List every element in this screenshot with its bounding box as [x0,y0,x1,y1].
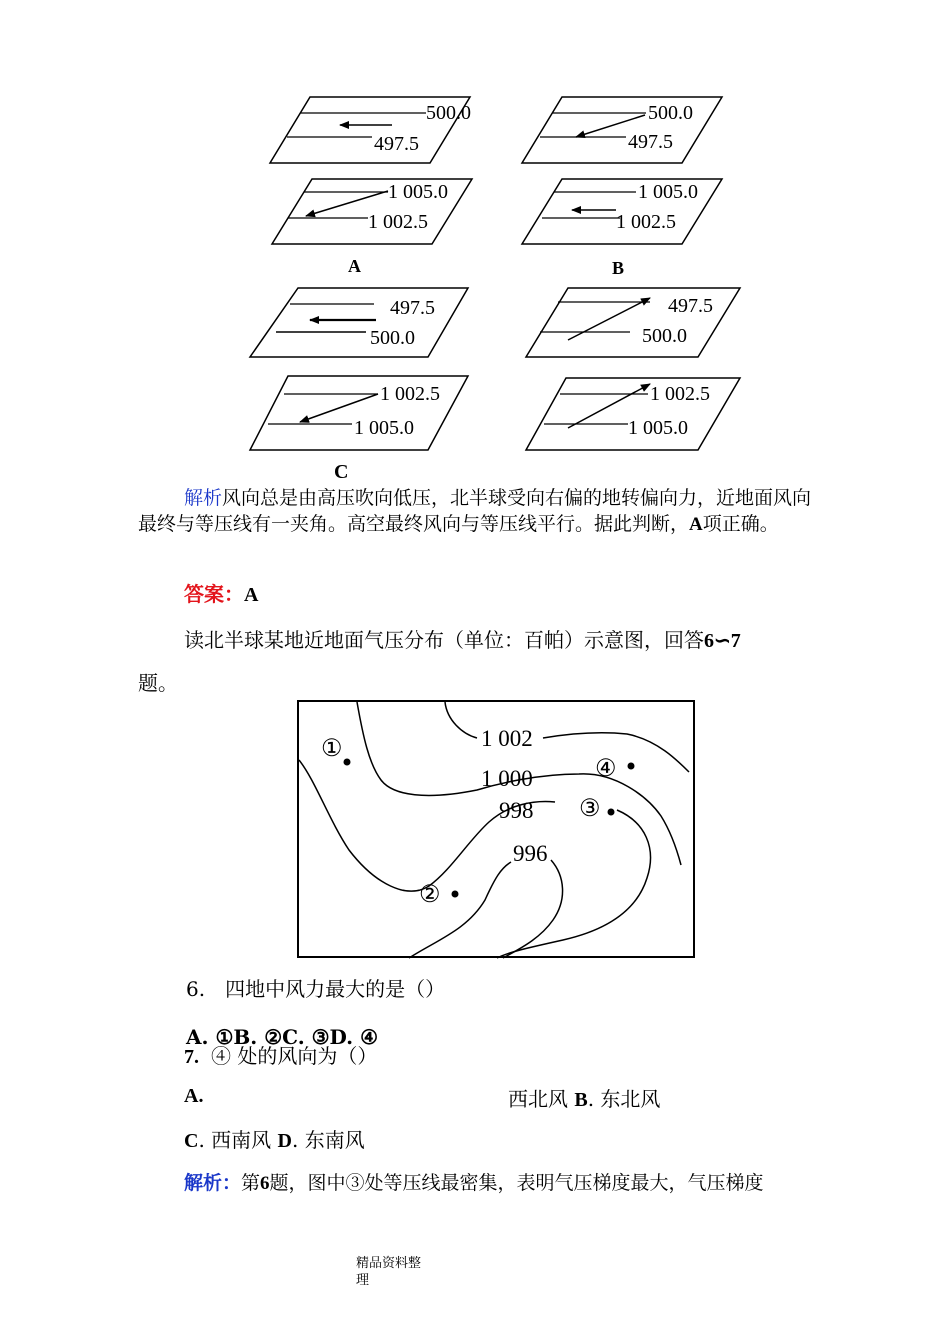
panel-a [270,97,472,276]
isobar-label-996: 996 [513,841,548,866]
panel-d-lower-low: 1 002.5 [650,383,710,405]
panel-d [526,288,740,450]
footer-line-2: 理 [356,1273,370,1288]
analysis-text: 风向总是由高压吹向低压，北半球受向右偏的地转偏向力，近地面风向最终与等压线有一夹角。高空最终风向与等压线平行。据此判断， [138,487,812,535]
isobar-map [297,700,697,960]
answer-line [184,578,258,607]
page-footer [356,1255,436,1289]
option-c-text: . 西南风 [198,1128,272,1152]
intro-tail: 题。 [138,671,178,695]
question-7-number: 7. [184,1046,199,1068]
point-2-dot [452,891,459,898]
footer-line-1: 精品资料整 [356,1256,422,1271]
panel-a-lower-high: 1 005.0 [388,181,448,203]
answer-label: 答案： [184,582,244,606]
isobar-label-1000: 1 000 [481,766,533,791]
point-4-dot [628,763,635,770]
wind-direction-figure [240,88,760,483]
option-d-label: D [277,1130,292,1152]
option-b-text: . 东北风 [587,1087,661,1111]
option-b-label: B [574,1089,588,1111]
question-7-option-a-label: A. [184,1085,204,1107]
point-2-label: ② [419,882,441,908]
question-6-text: 6. 四地中风力最大的是（） [186,977,446,1001]
panel-c-upper-high: 500.0 [370,327,415,349]
panel-b-upper-low: 497.5 [628,131,673,153]
panel-c-lower-low: 1 002.5 [380,383,440,405]
point-1-label: ① [321,736,343,762]
question-6 [186,976,446,1001]
panel-d-upper-low: 497.5 [668,295,713,317]
panel-c-label: C [334,461,349,483]
analysis-2-text: 题，图中③处等压线最密集，表明气压梯度最大，气压梯度 [269,1172,764,1194]
intro-range: 6∽7 [704,630,741,652]
intro-text: 读北半球某地近地面气压分布（单位：百帕）示意图，回答 [184,628,704,652]
question-7-options-ab [508,1083,660,1112]
panel-b-label: B [612,258,625,278]
point-3-dot [608,809,615,816]
option-d-text: . 东南风 [291,1128,365,1152]
analysis-2-number: 6 [260,1173,270,1194]
isobar-label-998: 998 [499,798,534,823]
analysis-paragraph-1 [138,485,828,538]
isobar-label-1002: 1 002 [481,726,533,751]
analysis-paragraph-2 [184,1168,764,1195]
analysis-text-end: 项正确。 [702,513,779,535]
panel-c [250,288,468,483]
answer-value: A [244,584,259,606]
panel-a-lower-low: 1 002.5 [368,211,428,233]
panel-b-upper-high: 500.0 [648,102,693,124]
analysis-tag: 解析 [184,487,223,509]
question-6-options-text: A. ①B. ②C. ③D. ④ [186,1025,379,1049]
panel-d-upper-high: 500.0 [642,325,687,347]
panel-a-upper-high: 500.0 [426,102,471,124]
analysis-answer-letter: A [689,514,703,535]
panel-b [522,97,722,278]
option-c-label: C [184,1130,199,1152]
option-a-text: 西北风 [508,1087,568,1111]
point-3-label: ③ [579,796,601,822]
question-6-options [186,1024,379,1049]
panel-c-upper-low: 497.5 [390,297,435,319]
point-1-dot [344,759,351,766]
question-7-text: ④ 处的风向为（） [211,1044,378,1068]
question-intro [138,619,828,704]
question-7 [184,1040,377,1069]
analysis-2-pre: 第 [241,1172,261,1194]
panel-b-lower-high: 1 005.0 [638,181,698,203]
question-7-options-cd [184,1124,365,1153]
panel-a-upper-low: 497.5 [374,133,419,155]
point-4-label: ④ [595,756,617,782]
analysis-2-tag: 解析： [184,1172,242,1194]
panel-d-lower-high: 1 005.0 [628,417,688,439]
panel-c-lower-high: 1 005.0 [354,417,414,439]
panel-a-label: A [348,256,361,276]
panel-b-lower-low: 1 002.5 [616,211,676,233]
